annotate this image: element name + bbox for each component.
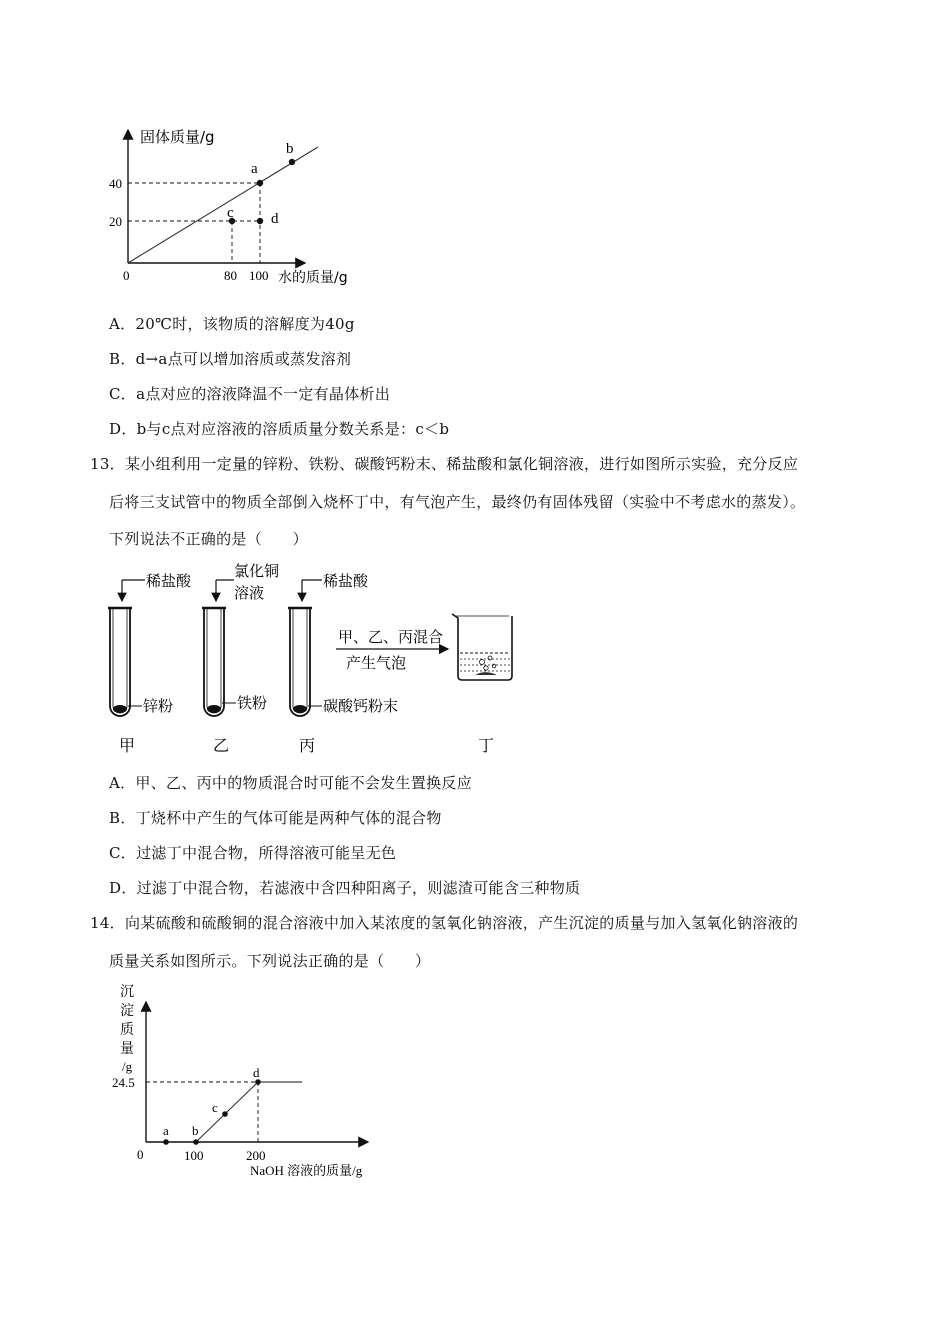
- label-c: c: [227, 205, 234, 221]
- reagent-yi-line2: 溶液: [234, 584, 265, 602]
- xtick-200-2: 200: [246, 1148, 266, 1163]
- solid-bing: 碳酸钙粉末: [323, 697, 399, 715]
- ylabel-char-4: 量: [120, 1041, 134, 1057]
- reagent-yi-line1: 氯化铜: [234, 562, 280, 580]
- q12-option-b: B．d→a点可以增加溶质或蒸发溶剂: [109, 350, 352, 368]
- solid-yi: 铁粉: [237, 694, 268, 712]
- point-b-2: [193, 1139, 199, 1145]
- ylabel-char-3: 质: [120, 1022, 134, 1038]
- y-axis-label: 固体质量/g: [140, 128, 215, 146]
- q13-stem-line1: 13．某小组利用一定量的锌粉、铁粉、碳酸钙粉末、稀盐酸和氯化铜溶液，进行如图所示实验，充分反应: [90, 455, 799, 473]
- ytick-20: 20: [109, 214, 122, 229]
- solubility-graph: [100, 120, 360, 290]
- gas-label: 产生气泡: [346, 654, 407, 672]
- q13-option-a: A．甲、乙、丙中的物质混合时可能不会发生置换反应: [109, 774, 473, 792]
- test-tube-yi: [202, 608, 226, 716]
- label-b: b: [286, 141, 294, 157]
- xtick-80: 80: [224, 268, 237, 283]
- label-d-2: d: [253, 1065, 260, 1080]
- label-c-2: c: [212, 1100, 218, 1115]
- rising-segment: [196, 1082, 258, 1142]
- label-b-2: b: [192, 1123, 199, 1138]
- q12-option-d: D．b与c点对应溶液的溶质质量分数关系是：c＜b: [109, 420, 450, 438]
- reagent-jia: 稀盐酸: [146, 572, 192, 590]
- ylabel-char-2: 淀: [120, 1003, 134, 1019]
- ytick-40: 40: [109, 176, 122, 191]
- label-a: a: [251, 161, 258, 177]
- q14-stem-line1: 14．向某硫酸和硫酸铜的混合溶液中加入某浓度的氢氧化钠溶液，产生沉淀的质量与加入氢氧化钠溶液的: [90, 914, 799, 932]
- label-ding: 丁: [478, 736, 495, 755]
- test-tube-jia: [108, 608, 132, 716]
- ylabel-char-1: 沉: [120, 984, 134, 1000]
- point-d: [257, 218, 263, 224]
- q13-stem-line2: 后将三支试管中的物质全部倒入烧杯丁中，有气泡产生，最终仍有固体残留（实验中不考虑水的蒸发）。: [109, 493, 806, 511]
- mix-label: 甲、乙、丙混合: [338, 628, 444, 646]
- ytick-24-5: 24.5: [112, 1075, 135, 1090]
- precipitate-graph: [100, 978, 400, 1188]
- point-a: [257, 180, 263, 186]
- solid-jia: 锌粉: [143, 697, 174, 715]
- origin-2: 0: [137, 1147, 144, 1162]
- x-axis-label: 水的质量/g: [278, 270, 348, 286]
- q12-option-c: C．a点对应的溶液降温不一定有晶体析出: [109, 385, 391, 403]
- q13-option-c: C．过滤丁中混合物，所得溶液可能呈无色: [109, 844, 397, 862]
- label-d: d: [271, 211, 279, 227]
- reagent-bing: 稀盐酸: [323, 572, 369, 590]
- xlabel-2: NaOH 溶液的质量/g: [250, 1163, 363, 1178]
- ylabel-char-5: /g: [122, 1059, 133, 1074]
- q14-stem-line2: 质量关系如图所示。下列说法正确的是（ ）: [109, 952, 431, 970]
- xtick-100-2: 100: [184, 1148, 204, 1163]
- q13-option-d: D．过滤丁中混合物，若滤液中含四种阳离子，则滤渣可能含三种物质: [109, 879, 581, 897]
- label-a-2: a: [163, 1123, 169, 1138]
- test-tube-bing: [288, 608, 312, 716]
- label-yi: 乙: [213, 736, 230, 755]
- q13-option-b: B．丁烧杯中产生的气体可能是两种气体的混合物: [109, 809, 442, 827]
- q13-stem-line3: 下列说法不正确的是（ ）: [109, 530, 308, 548]
- point-a-2: [163, 1139, 169, 1145]
- point-b: [289, 159, 295, 165]
- point-d-2: [255, 1079, 261, 1085]
- q12-option-a: A．20℃时，该物质的溶解度为40g: [109, 315, 355, 333]
- label-jia: 甲: [119, 736, 136, 755]
- beaker-ding: [452, 614, 512, 680]
- experiment-figure: [100, 558, 520, 760]
- origin-label: 0: [123, 268, 130, 283]
- solubility-line: [128, 147, 318, 263]
- point-c-2: [222, 1111, 228, 1117]
- label-bing: 丙: [299, 736, 316, 755]
- xtick-100: 100: [249, 268, 269, 283]
